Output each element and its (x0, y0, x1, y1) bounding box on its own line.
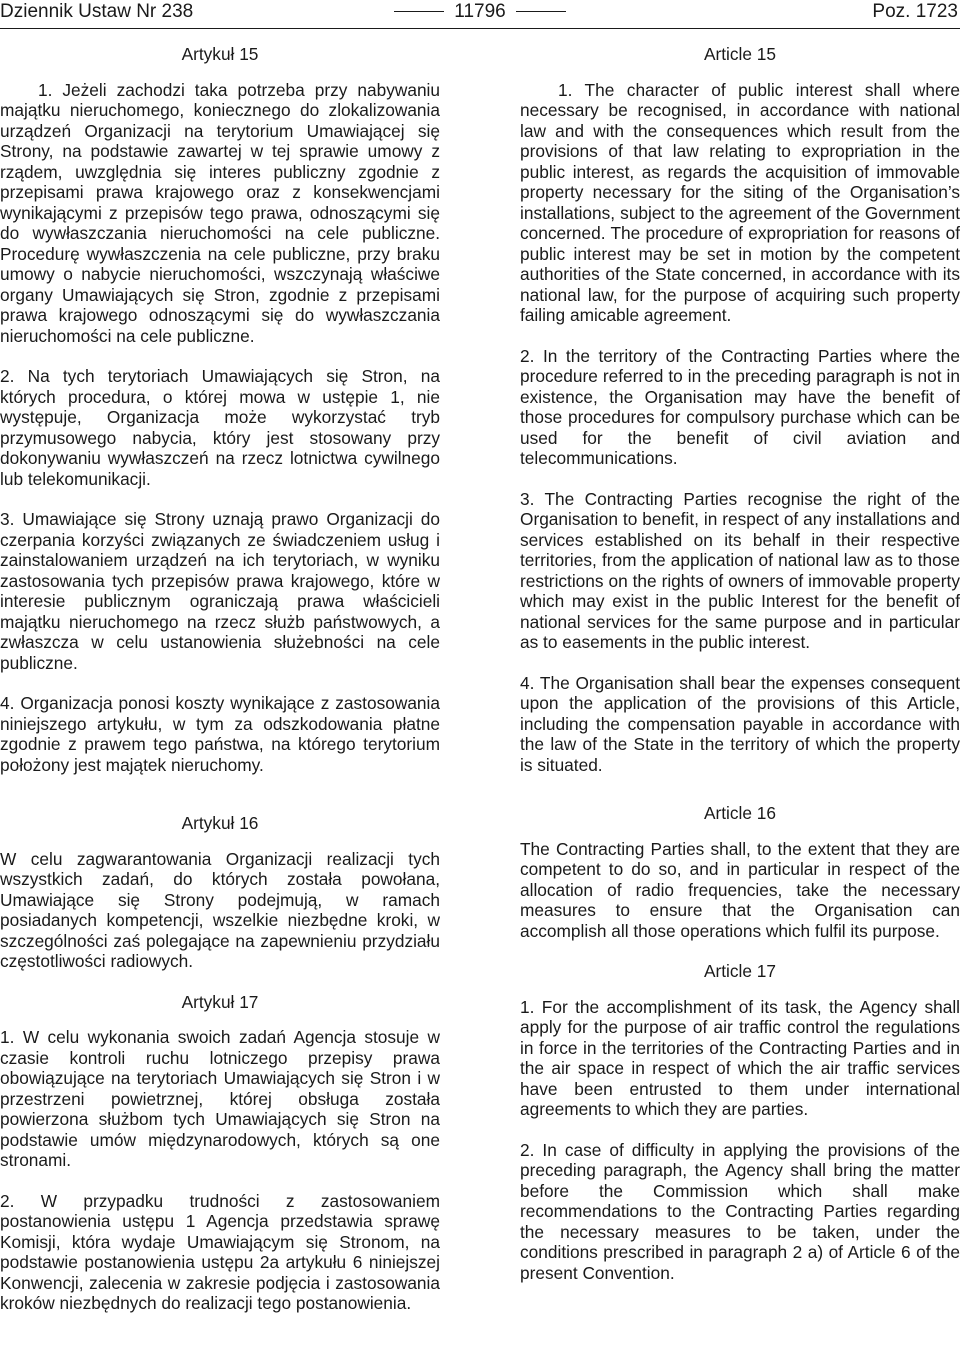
dash-left (394, 11, 444, 12)
position-number: Poz. 1723 (872, 1, 958, 22)
page-number-block (0, 0, 960, 24)
page-header (0, 0, 960, 29)
article-16-title-pl: Artykuł 16 (181, 813, 259, 833)
article-16-title-en: Article 16 (703, 803, 777, 823)
article-15-paragraph-1-en: 1. The character of public interest shall where necessary be recognised, in accordance with national law and with the consequences which result from the provisions of that law relating to expropriation in the public interest, as regards the acquisition of immovable property necessary for the siting of the Organisation’s installations, subject to the agreement of the Government concerned. The procedure of expropriation for reasons of public interest may be set in motion by the competent authorities of the State concerned, in accordance with its national law, for the purpose of acquiring such property failing amicable agreement. (520, 79, 960, 325)
journal-name: Dziennik Ustaw Nr 238 (0, 1, 194, 22)
article-15-paragraph-4-pl: 4. Organizacja ponosi koszty wynikające z zastosowania niniejszego artykułu, w tym za odszkodowania płatne zgodnie z prawem tego państwa, na którego terytorium położony jest majątek nieruchomy. (0, 693, 440, 775)
article-15-paragraph-3-en: 3. The Contracting Parties recognise the right of the Organisation to benefit, in respect of any installations and services established on its behalf in their respective territories, from the application of national law as to those restrictions on the rights of owners of immovable property which may exist in the public Interest for the benefit of national services for the same purpose and in particular as to easements in the public interest. (520, 488, 960, 652)
article-15-paragraph-3-pl: 3. Umawiające się Strony uznają prawo Organizacji do czerpania korzyści związanych ze świadczeniem usług i zainstalowaniem urządzeń na ich terytoriach, w wyniku zastosowania tych przepisów prawa krajowego, które w interesie publicznym ograniczają prawa właścicieli majątku nieruchomego na rzecz służb państwowych, a zwłaszcza w celu ustanowienia służebności na cele publiczne. (0, 509, 440, 673)
article-15-paragraph-1-pl: 1. Jeżeli zachodzi taka potrzeba przy nabywaniu majątku nieruchomego, koniecznego do zlokalizowania urządzeń Organizacji na terytorium Umawiającej się Strony, na podstawie zawartej w tej sprawie umowy z rządem, uwzględnia się interes publiczny zgodnie z przepisami prawa krajowego oraz z konsekwencjami wynikającymi z przepisów tego prawa, odnoszącymi się do wywłaszczania nieruchomości na cele publiczne. Procedurę wywłaszczenia na cele publiczne, przy braku umowy o nabycie nieruchomości, wszczynają właściwe organy Umawiających się Stron, zgodnie z przepisami prawa krajowego odnoszącymi się do wywłaszczania nieruchomości na cele publiczne. (0, 79, 440, 346)
article-17-paragraph-2-pl: 2. W przypadku trudności z zastosowaniem postanowienia ustępu 1 Agencja przedstawia sprawę Komisji, która wydaje Umawiającym się Stronom, na podstawie postanowienia ustępu 2a artykułu 6 niniejszej Konwencji, zalecenia w zakresie podjęcia i zastosowania kroków niezbędnych do realizacji tego postanowienia. (0, 1190, 440, 1313)
article-15-title-en: Article 15 (703, 44, 777, 64)
polish-column (0, 44, 440, 1334)
article-16-paragraph-1-pl: W celu zagwarantowania Organizacji realizacji tych wszystkich zadań, do których została powołana, Umawiające się Strony podejmują, w ramach posiadanych kompetencji, wszelkie niezbędne kroki, w szczególności zaś polegające na zapewnieniu przydziału częstotliwości radiowych. (0, 848, 440, 971)
article-15-title-pl: Artykuł 15 (181, 44, 259, 64)
article-17-paragraph-2-en: 2. In case of difficulty in applying the provisions of the preceding paragraph, the Agency shall bring the matter before the Commission which shall make recommendations to the Contracting Parties regarding the necessary measures to be taken, under the conditions prescribed in paragraph 2 a) of Article 6 of the present Convention. (520, 1139, 960, 1283)
article-17-paragraph-1-pl: 1. W celu wykonania swoich zadań Agencja stosuje w czasie kontroli ruchu lotniczego przepisy prawa obowiązujące na terytoriach Umawiających się Stron i w przestrzeni powietrznej, której obsługa została powierzona służbom tych Umawiających się Stron na podstawie umów międzynarodowych, których są one stronami. (0, 1027, 440, 1170)
article-17-title-pl: Artykuł 17 (181, 991, 259, 1012)
dash-right (516, 11, 566, 12)
article-15-paragraph-2-en: 2. In the territory of the Contracting Parties where the procedure referred to in the preceding paragraph is not in existence, the Organisation may have the benefit of those procedures for compulsory purchase which can be used for the benefit of civil aviation and telecommunications. (520, 345, 960, 468)
article-15-paragraph-2-pl: 2. Na tych terytoriach Umawiających się Stron, na których procedura, o której mowa w ustępie 1, nie występuje, Organizacja może wykorzystać tryb przymusowego nabycia, który jest stosowany przy dokonywaniu wywłaszczeń na rzecz lotnictwa cywilnego lub telekomunikacji. (0, 366, 440, 489)
article-17-title-en: Article 17 (703, 961, 777, 981)
page-number: 11796 (454, 1, 506, 22)
english-column (520, 44, 960, 1303)
article-16-paragraph-1-en: The Contracting Parties shall, to the extent that they are competent to do so, and in particular in respect of the allocation of radio frequencies, take the necessary measures to ensure that the Organisation can accomplish all those operations which fulfil its purpose. (520, 838, 960, 941)
article-15-paragraph-4-en: 4. The Organisation shall bear the expenses consequent upon the application of the provisions of this Article, including the compensation payable in accordance with the law of the State in the territory of which the property is situated. (520, 672, 960, 775)
article-17-paragraph-1-en: 1. For the accomplishment of its task, the Agency shall apply for the purpose of air traffic control the regulations in force in the territories of the Contracting Parties and in the air space in respect of which the air traffic services have been entrusted to them under international agreements to which they are parties. (520, 996, 960, 1119)
